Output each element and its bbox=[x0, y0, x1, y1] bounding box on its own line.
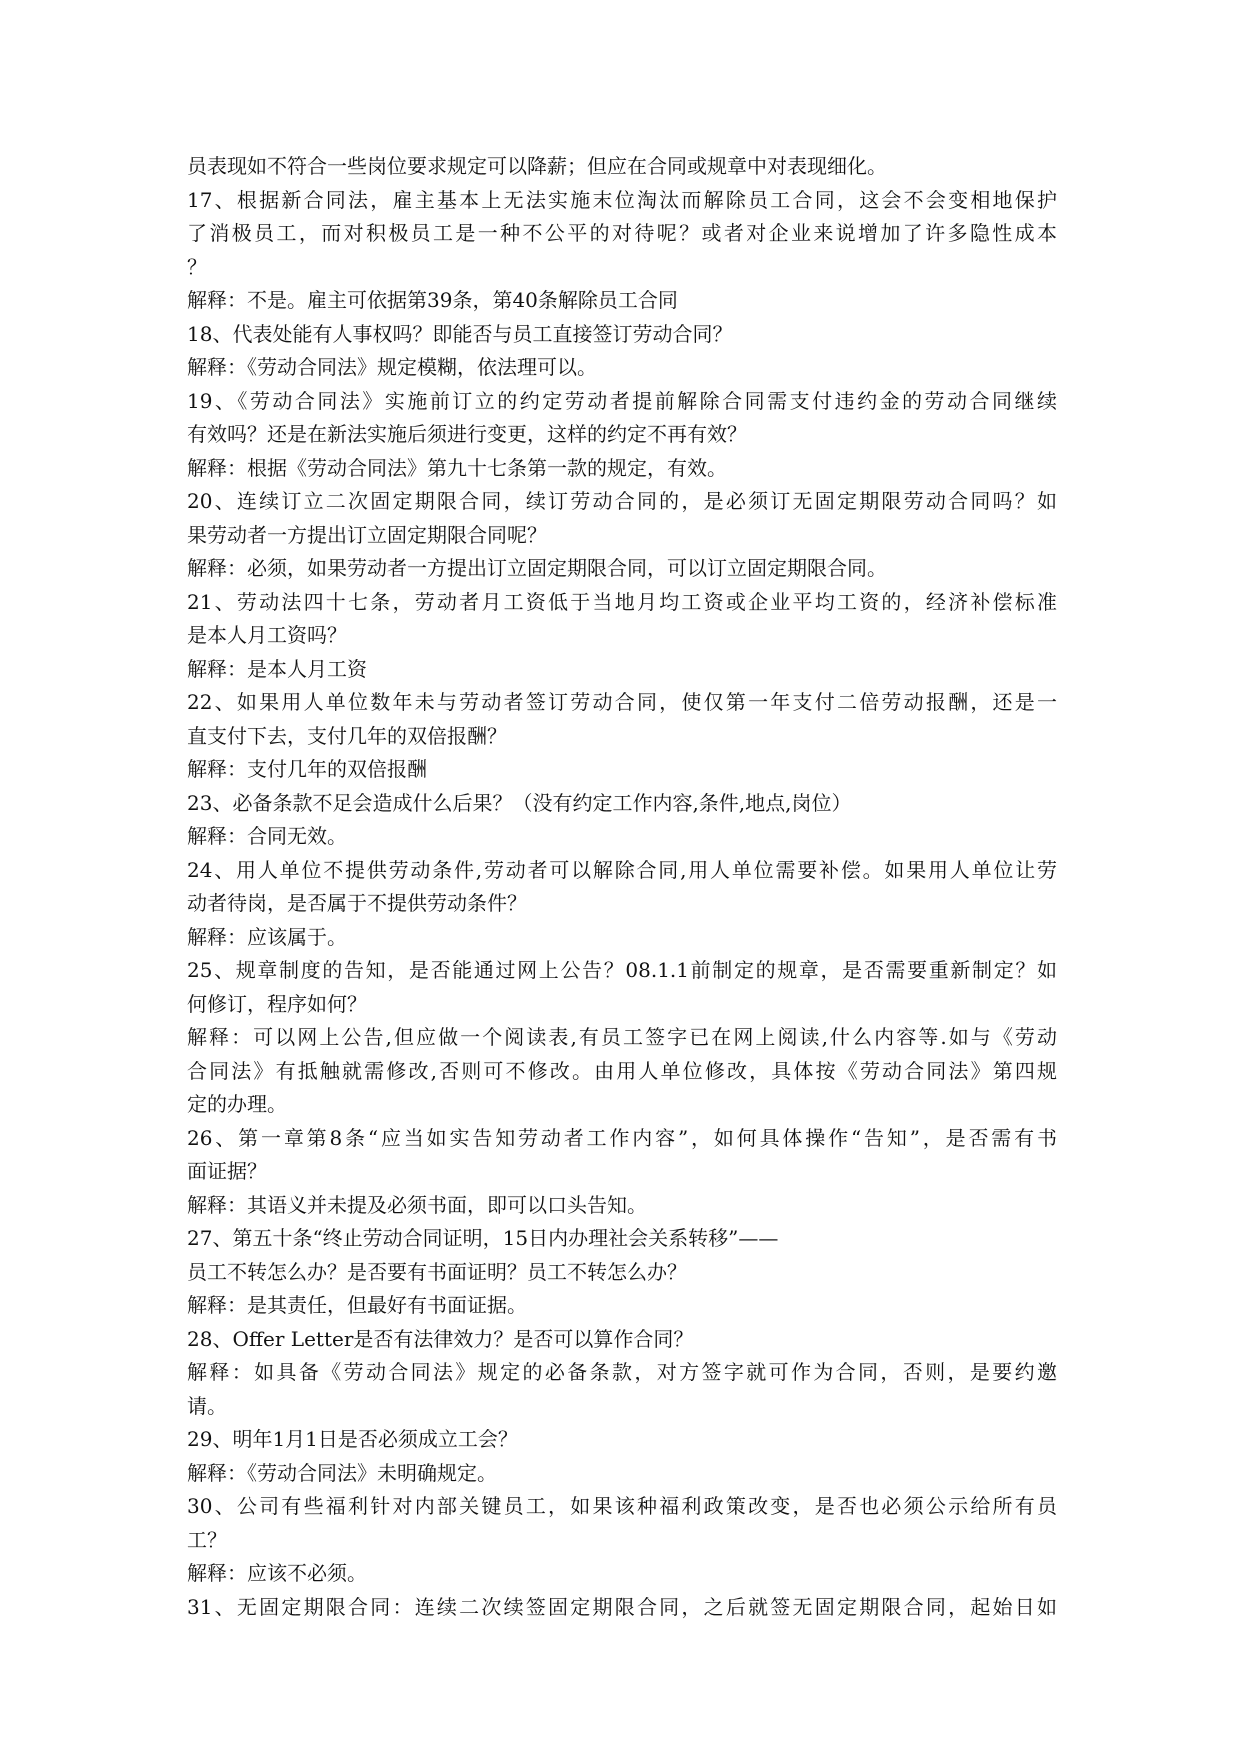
text-line: 解释：是本人月工资 bbox=[187, 656, 367, 681]
text-line: ？ bbox=[187, 254, 207, 279]
text-line: 18、代表处能有人事权吗？即能否与员工直接签订劳动合同？ bbox=[187, 321, 733, 346]
text-line: 直支付下去，支付几年的双倍报酬？ bbox=[187, 723, 507, 748]
text-line: 工？ bbox=[187, 1527, 227, 1552]
text-line: 解释：合同无效。 bbox=[187, 824, 347, 848]
text-line: 是本人月工资吗？ bbox=[187, 623, 347, 647]
text-line: 24、用人单位不提供劳动条件,劳动者可以解除合同,用人单位需要补偿。如果用人单位让劳 bbox=[187, 857, 1057, 882]
text-line: 请。 bbox=[187, 1393, 227, 1418]
text-line: 28、Offer Letter是否有法律效力？是否可以算作合同？ bbox=[187, 1326, 694, 1351]
text-line: 30、公司有些福利针对内部关键员工，如果该种福利政策改变，是否也必须公示给所有员 bbox=[187, 1494, 1057, 1518]
text-line: 解释：应该属于。 bbox=[187, 924, 347, 949]
text-line: 23、必备条款不足会造成什么后果？（没有约定工作内容,条件,地点,岗位） bbox=[187, 790, 852, 815]
text-line: 17、根据新合同法，雇主基本上无法实施末位淘汰而解除员工合同，这会不会变相地保护 bbox=[187, 187, 1057, 212]
text-line: 解释：可以网上公告,但应做一个阅读表,有员工签字已在网上阅读,什么内容等.如与《劳动 bbox=[187, 1025, 1057, 1049]
text-line: 29、明年1月1日是否必须成立工会？ bbox=[187, 1427, 518, 1451]
text-line: 面证据？ bbox=[187, 1159, 267, 1183]
text-line: 解释：支付几年的双倍报酬 bbox=[187, 757, 427, 781]
text-line: 员表现如不符合一些岗位要求规定可以降薪；但应在合同或规章中对表现细化。 bbox=[187, 154, 887, 178]
text-line: 26、第一章第8条“应当如实告知劳动者工作内容”，如何具体操作“告知”，是否需有书 bbox=[187, 1125, 1057, 1150]
text-line: 解释：应该不必须。 bbox=[187, 1561, 367, 1585]
text-line: 31、无固定期限合同：连续二次续签固定期限合同，之后就签无固定期限合同，起始日如 bbox=[187, 1594, 1057, 1619]
text-line: 19、《劳动合同法》实施前订立的约定劳动者提前解除合同需支付违约金的劳动合同继续 bbox=[187, 388, 1057, 413]
text-line: 合同法》有抵触就需修改,否则可不修改。由用人单位修改，具体按《劳动合同法》第四规 bbox=[187, 1058, 1057, 1083]
text-line: 何修订，程序如何？ bbox=[187, 991, 367, 1016]
text-line: 解释：《劳动合同法》未明确规定。 bbox=[187, 1460, 497, 1485]
text-line: 解释：必须，如果劳动者一方提出订立固定期限合同，可以订立固定期限合同。 bbox=[187, 556, 887, 580]
text-line: 果劳动者一方提出订立固定期限合同呢？ bbox=[187, 522, 547, 547]
text-line: 解释：不是。雇主可依据第39条，第40条解除员工合同 bbox=[187, 288, 678, 312]
text-line: 员工不转怎么办？是否要有书面证明？员工不转怎么办？ bbox=[187, 1259, 687, 1284]
text-line: 解释：是其责任，但最好有书面证据。 bbox=[187, 1293, 527, 1317]
text-line: 25、规章制度的告知，是否能通过网上公告？08.1.1前制定的规章，是否需要重新制定？如 bbox=[187, 958, 1057, 982]
text-line: 解释：《劳动合同法》规定模糊，依法理可以。 bbox=[187, 355, 597, 379]
document-body-text bbox=[187, 150, 1057, 1624]
text-line: 定的办理。 bbox=[187, 1092, 287, 1116]
text-line: 了消极员工，而对积极员工是一种不公平的对待呢？或者对企业来说增加了许多隐性成本 bbox=[187, 221, 1057, 245]
text-line: 22、如果用人单位数年未与劳动者签订劳动合同，使仅第一年支付二倍劳动报酬，还是一 bbox=[187, 690, 1057, 714]
text-line: 解释：其语义并未提及必须书面，即可以口头告知。 bbox=[187, 1192, 647, 1217]
text-line: 27、第五十条“终止劳动合同证明，15日内办理社会关系转移”—— bbox=[187, 1226, 779, 1250]
text-line: 20、连续订立二次固定期限合同，续订劳动合同的，是必须订无固定期限劳动合同吗？如 bbox=[187, 489, 1057, 513]
text-line: 解释：根据《劳动合同法》第九十七条第一款的规定，有效。 bbox=[187, 455, 727, 480]
text-line: 21、劳动法四十七条，劳动者月工资低于当地月均工资或企业平均工资的，经济补偿标准 bbox=[187, 589, 1057, 614]
text-line: 有效吗？还是在新法实施后须进行变更，这样的约定不再有效？ bbox=[187, 422, 747, 446]
text-line: 解释：如具备《劳动合同法》规定的必备条款，对方签字就可作为合同，否则，是要约邀 bbox=[187, 1360, 1057, 1384]
text-line: 动者待岗，是否属于不提供劳动条件？ bbox=[187, 891, 527, 915]
